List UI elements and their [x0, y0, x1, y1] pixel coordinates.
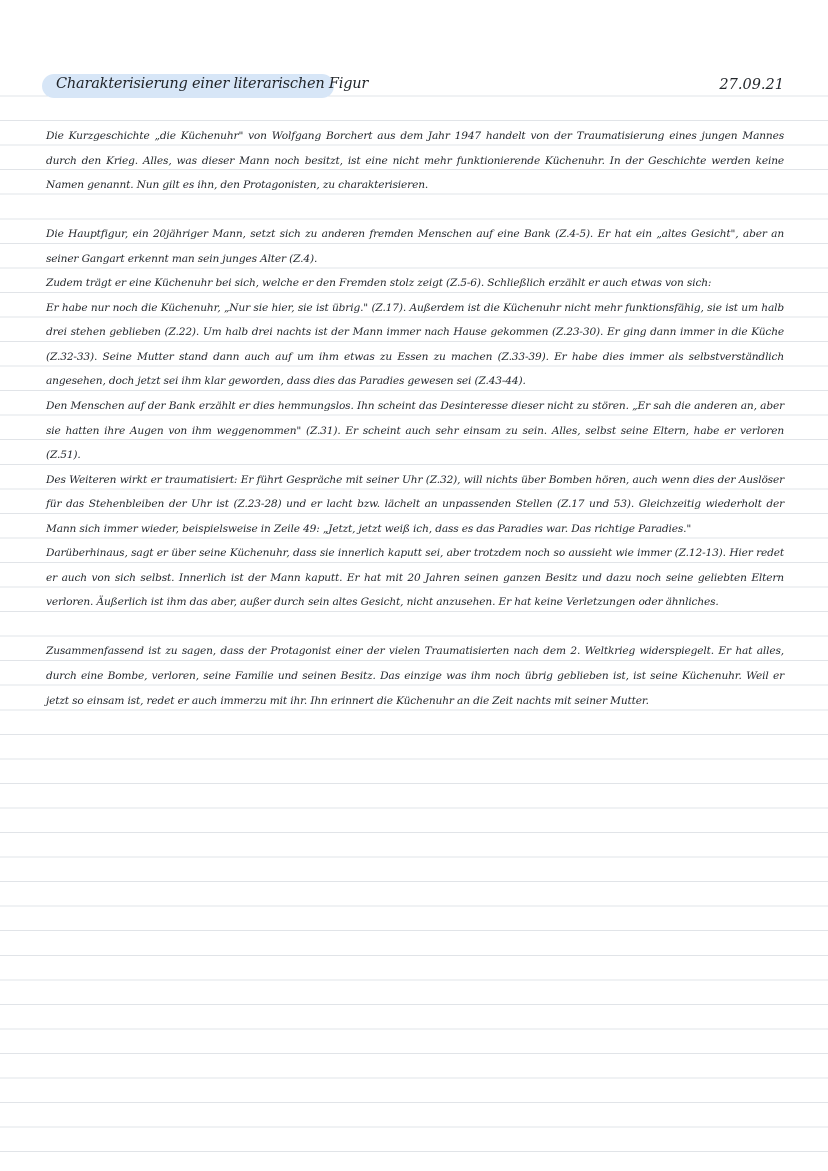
intro-paragraph: Die Kurzgeschichte „die Küchenuhr" von Wolfgang Borchert aus dem Jahr 1947 handelt von der Traumatisierung eines jungen Mannes durch den Krieg. Alles, was dieser Mann noch besitzt, ist eine nicht mehr funktionierende Küchenuhr. In der Geschichte werden keine Namen genannt. Nun gilt es ihn, den Protagonisten, zu charakterisieren. [46, 130, 784, 192]
page-date: 27.09.21 [719, 77, 784, 93]
conclusion-paragraph: Zusammenfassend ist zu sagen, dass der Protagonist einer der vielen Traumatisierten nach dem 2. Weltkrieg widerspiegelt. Er hat alles, durch eine Bombe, verloren, seine Familie und seinen Besitz. Das einzige was ihm noch übrig geblieben ist, ist seine Küchenuhr. Weil er jetzt so einsam ist, redet er auch immerzu mit ihr. Ihn erinnert die Küchenuhr an die Zeit nachts mit seiner Mutter. [46, 645, 784, 707]
main-paragraph: Die Hauptfigur, ein 20jähriger Mann, setzt sich zu anderen fremden Menschen auf eine Bank (Z.4-5). Er hat ein „altes Gesicht", aber an seiner Gangart erkennt man sein junges Alter (Z.4). Zudem trägt er eine Küchenuhr bei sich, welche er den Fremden stolz zeigt (Z.5-6). Schließlich erzählt er auch etwas von sich: Er habe nur noch die Küchenuhr, „Nur sie hier, sie ist übrig." (Z.17). Außerdem ist die Küchenuhr nicht mehr funktionsfähig, sie ist um halb drei stehen geblieben (Z.22). Um halb drei nachts ist der Mann immer nach Hause gekommen (Z.23-30). Er ging dann immer in die Küche (Z.32-33). Seine Mutter stand dann auch auf um ihm etwas zu Essen zu machen (Z.33-39). Er habe dies immer als selbstverständlich angesehen, doch jetzt sei ihm klar geworden, dass dies das Paradies gewesen sei (Z.43-44). Den Menschen auf der Bank erzählt er dies hemmungslos. Ihn scheint das Desinteresse dieser nicht zu stören. „Er sah die anderen an, aber sie hatten ihre Augen von ihm weggenommen" (Z.31). Er scheint auch sehr einsam zu sein. Alles, selbst seine Eltern, habe er verloren (Z.51). Des Weiteren wirkt er traumatisiert: Er führt Gespräche mit seiner Uhr (Z.32), will nichts über Bomben hören, auch wenn dies der Auslöser für das Stehenbleiben der Uhr ist (Z.23-28) und er lacht bzw. lächelt an unpassenden Stellen (Z.17 und 53). Gleichzeitig wiederholt der Mann sich immer wieder, beispielsweise in Zeile 49: „Jetzt, jetzt weiß ich, dass es das Paradies war. Das richtige Paradies." Darüberhinaus, sagt er über seine Küchenuhr, dass sie innerlich kaputt sei, aber trotzdem noch so aussieht wie immer (Z.12-13). Hier redet er auch von sich selbst. Innerlich ist der Mann kaputt. Er hat mit 20 Jahren seinen ganzen Besitz und dazu noch seine geliebten Eltern verloren. Äußerlich ist ihm das aber, außer durch sein altes Gesicht, nicht anzusehen. Er hat keine Verletzungen oder ähnliches. [46, 228, 784, 609]
essay-body [46, 124, 784, 713]
paragraph-spacer [46, 615, 784, 640]
page-header [42, 74, 788, 100]
page-title: Charakterisierung einer literarischen Figur [56, 76, 369, 92]
paragraph-spacer [46, 198, 784, 223]
